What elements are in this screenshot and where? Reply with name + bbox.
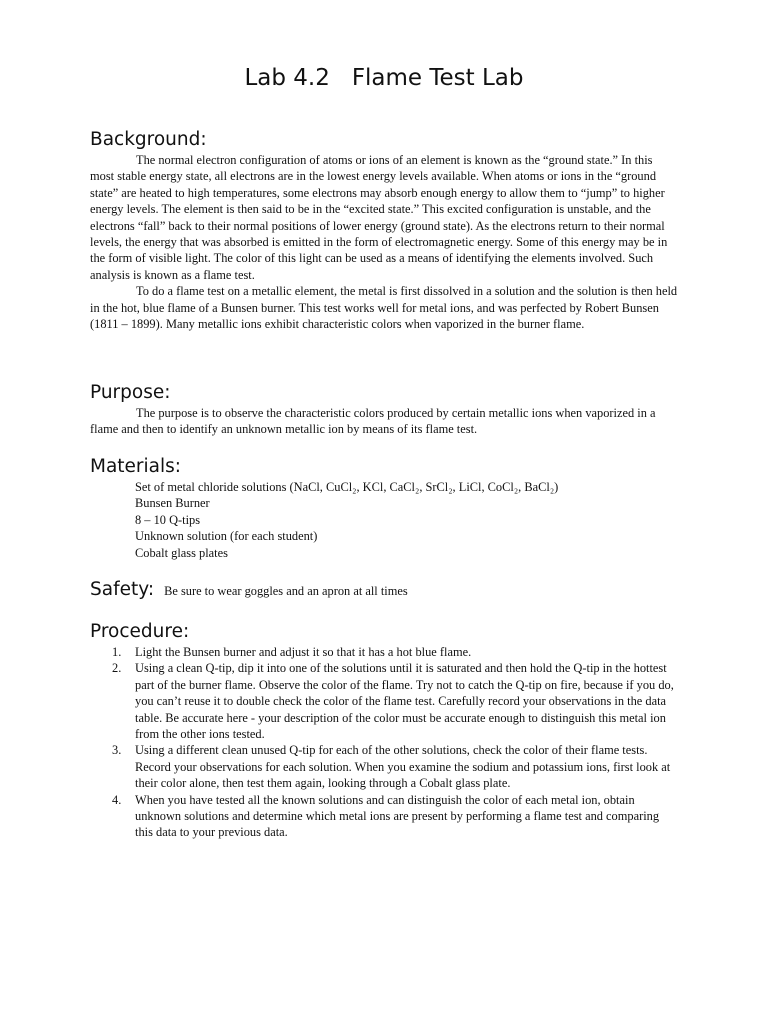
procedure-step: [90, 644, 678, 660]
step-text: Light the Bunsen burner and adjust it so that it has a hot blue flame.: [135, 645, 472, 659]
materials-heading: Materials:: [90, 456, 182, 477]
background-paragraph-1: The normal electron configuration of atoms or ions of an element is known as the “ground state.” In this most stable energy state, all electrons are in the lowest energy levels available. When atoms or ions in the “ground state” are heated to high temperatures, some electrons may absorb enough energy to allow them to “jump” to higher energy levels. The element is then said to be in the “excited state.” This excited configuration is unstable, and the electrons “fall” back to their normal positions of lower energy (ground state). As the electrons return to their normal levels, the energy that was absorbed is emitted in the form of electromagnetic energy. Some of this energy may be in the form of visible light. The color of this light can be used as a means of identifying the elements involved. Such analysis is known as a flame test.: [90, 153, 668, 282]
step-text: Using a different clean unused Q-tip for each of the other solutions, check the color of their flame tests. Record your observations for each solution. When you examine the sodium and potassium ions, first look at their color alone, then test them again, looking through a Cobalt glass plate.: [135, 743, 671, 791]
purpose-heading: Purpose:: [90, 382, 171, 403]
materials-item: 8 – 10 Q-tips: [135, 512, 201, 527]
step-text: Using a clean Q-tip, dip it into one of the solutions until it is saturated and then hold the Q-tip in the hottest part of the burner flame. Observe the color of the flame. Try not to catch the Q-tip on fire, because if you do, you can’t reuse it to double check the color of the flame test. Carefully record your observations in the data table. Be accurate here - your description of the color must be accurate enough to distinguish this metal ion from the other ions tested.: [135, 661, 674, 742]
page-title: Lab 4.2 Flame Test Lab: [244, 65, 524, 91]
procedure-step: [90, 660, 678, 742]
background-section: [90, 128, 678, 332]
materials-item: Cobalt glass plates: [135, 545, 228, 560]
step-number: 2.: [112, 661, 122, 676]
background-heading: Background:: [90, 129, 207, 150]
step-number: 3.: [112, 743, 122, 758]
materials-item: Set of metal chloride solutions (NaCl, CuCl₂, KCl, CaCl₂, SrCl₂, LiCl, CoCl₂, BaCl₂): [135, 480, 559, 494]
safety-heading: Safety:: [90, 579, 155, 600]
procedure-list: [90, 644, 678, 841]
step-number: 4.: [112, 792, 122, 807]
safety-text: Be sure to wear goggles and an apron at all times: [164, 584, 408, 598]
purpose-text: The purpose is to observe the characteristic colors produced by certain metallic ions when vaporized in a flame and then to identify an unknown metallic ion by means of its flame test.: [90, 406, 656, 437]
procedure-step: [90, 742, 678, 791]
step-text: When you have tested all the known solutions and can distinguish the color of each metal ion, obtain unknown solutions and determine which metal ions are present by performing a flame test and comparing this data to your previous data.: [135, 792, 660, 840]
procedure-step: [90, 792, 678, 841]
materials-item: Unknown solution (for each student): [135, 529, 318, 544]
background-paragraph-2: To do a flame test on a metallic element, the metal is first dissolved in a solution and the solution is then held in the hot, blue flame of a Bunsen burner. This test works well for metal ions, and was perfected by Robert Bunsen (1811 – 1899). Many metallic ions exhibit characteristic colors when vaporized in the burner flame.: [90, 284, 678, 332]
materials-item: Bunsen Burner: [135, 496, 210, 511]
procedure-section: [90, 620, 678, 841]
step-number: 1.: [112, 645, 122, 659]
safety-section: [90, 578, 678, 602]
materials-list: [90, 479, 678, 561]
procedure-heading: Procedure:: [90, 621, 190, 642]
materials-section: [90, 455, 678, 561]
purpose-section: [90, 381, 678, 438]
